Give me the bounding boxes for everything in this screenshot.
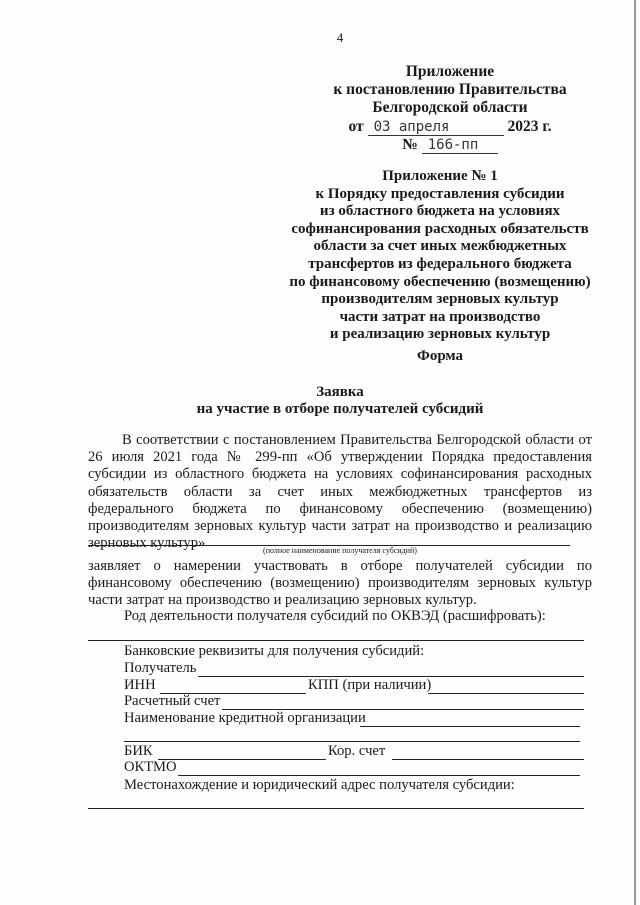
- address-field[interactable]: [88, 808, 584, 809]
- declaration-paragraph: заявляет о намерении участвовать в отборе получателей субсидии по финансовому обеспечению (возмещению) производителям зерновых культур части затрат на производство и реализацию зерновых культур.: [88, 558, 592, 608]
- bik-label: БИК: [124, 743, 153, 759]
- recipient-label: Получатель: [124, 660, 197, 676]
- number-value: 166-пп: [422, 137, 498, 154]
- bank-heading: Банковские реквизиты для получения субсидий:: [124, 643, 425, 659]
- intro-paragraph-text: В соответствии с постановлением Правительства Белгородской области от 26 июля 2021 года № 299-пп «Об утверждении Порядка предоставления субсидии из областного бюджета на условиях софинансирования расходных обязательств области за счет иных межбюджетных трансфертов из федерального бюджета по финансовому обеспечению (возмещению) производителям зерновых культур части затрат на производство и реализацию зерновых культур»: [88, 432, 592, 552]
- appendix-sub-line: производителям зерновых культур: [321, 291, 559, 308]
- okved-line[interactable]: [88, 640, 584, 641]
- date-prefix: от: [348, 118, 364, 135]
- application-subtitle: на участие в отборе получателей субсидий: [196, 401, 484, 417]
- scan-edge: [634, 0, 636, 905]
- appendix-title: Приложение: [405, 63, 495, 80]
- kpp-field[interactable]: [428, 693, 584, 694]
- appendix-sub-line: области за счет иных межбюджетных: [313, 238, 567, 255]
- appendix-header: [300, 63, 600, 117]
- appendix-sub-line: по финансовому обеспечению (возмещению): [289, 273, 591, 290]
- appendix-sub-line: и реализацию зерновых культур: [329, 326, 551, 343]
- form-label: Форма: [416, 348, 464, 364]
- date-year: 2023 г.: [507, 118, 552, 135]
- corr-account-label: Кор. счет: [328, 743, 386, 759]
- appendix-sub-line: софинансирования расходных обязательств: [291, 220, 589, 237]
- oktmo-field[interactable]: [178, 775, 580, 776]
- credit-org-field[interactable]: [360, 726, 580, 727]
- corr-account-field[interactable]: [392, 759, 584, 760]
- number-prefix: №: [402, 136, 418, 153]
- credit-org-label: Наименование кредитной организации: [124, 710, 366, 726]
- okved-label: Род деятельности получателя субсидий по ОКВЭД (расшифровать):: [124, 608, 546, 624]
- application-heading: [160, 384, 520, 418]
- inn-label: ИНН: [124, 677, 156, 693]
- intro-paragraph: [88, 432, 592, 552]
- appendix-sub-line: трансфертов из федерального бюджета: [308, 255, 572, 272]
- appendix-sub-line: части затрат на производство: [339, 308, 541, 325]
- bik-field[interactable]: [158, 759, 326, 760]
- page-number: 4: [336, 30, 344, 45]
- appendix-sub-title: Приложение № 1: [382, 168, 498, 184]
- oktmo-label: ОКТМО: [124, 759, 177, 775]
- decree-date-line: [300, 118, 600, 136]
- appendix-line-1: к постановлению Правительства: [333, 81, 567, 98]
- appendix-line-2: Белгородской области: [372, 99, 528, 116]
- date-value: 03 апреля: [368, 119, 504, 136]
- appendix-sub-line: из областного бюджета на условиях: [319, 203, 561, 220]
- appendix-sub-header: [280, 168, 600, 344]
- account-label: Расчетный счет: [124, 693, 221, 709]
- decree-number-line: [300, 136, 600, 154]
- application-title: Заявка: [316, 384, 364, 400]
- address-label: Местонахождение и юридический адрес получателя субсидии:: [124, 777, 515, 793]
- kpp-label: КПП (при наличии): [308, 677, 432, 693]
- credit-org-field-2[interactable]: [124, 741, 580, 742]
- recipient-caption: (полное наименование получателя субсидий): [263, 546, 417, 555]
- appendix-sub-line: к Порядку предоставления субсидии: [315, 185, 565, 202]
